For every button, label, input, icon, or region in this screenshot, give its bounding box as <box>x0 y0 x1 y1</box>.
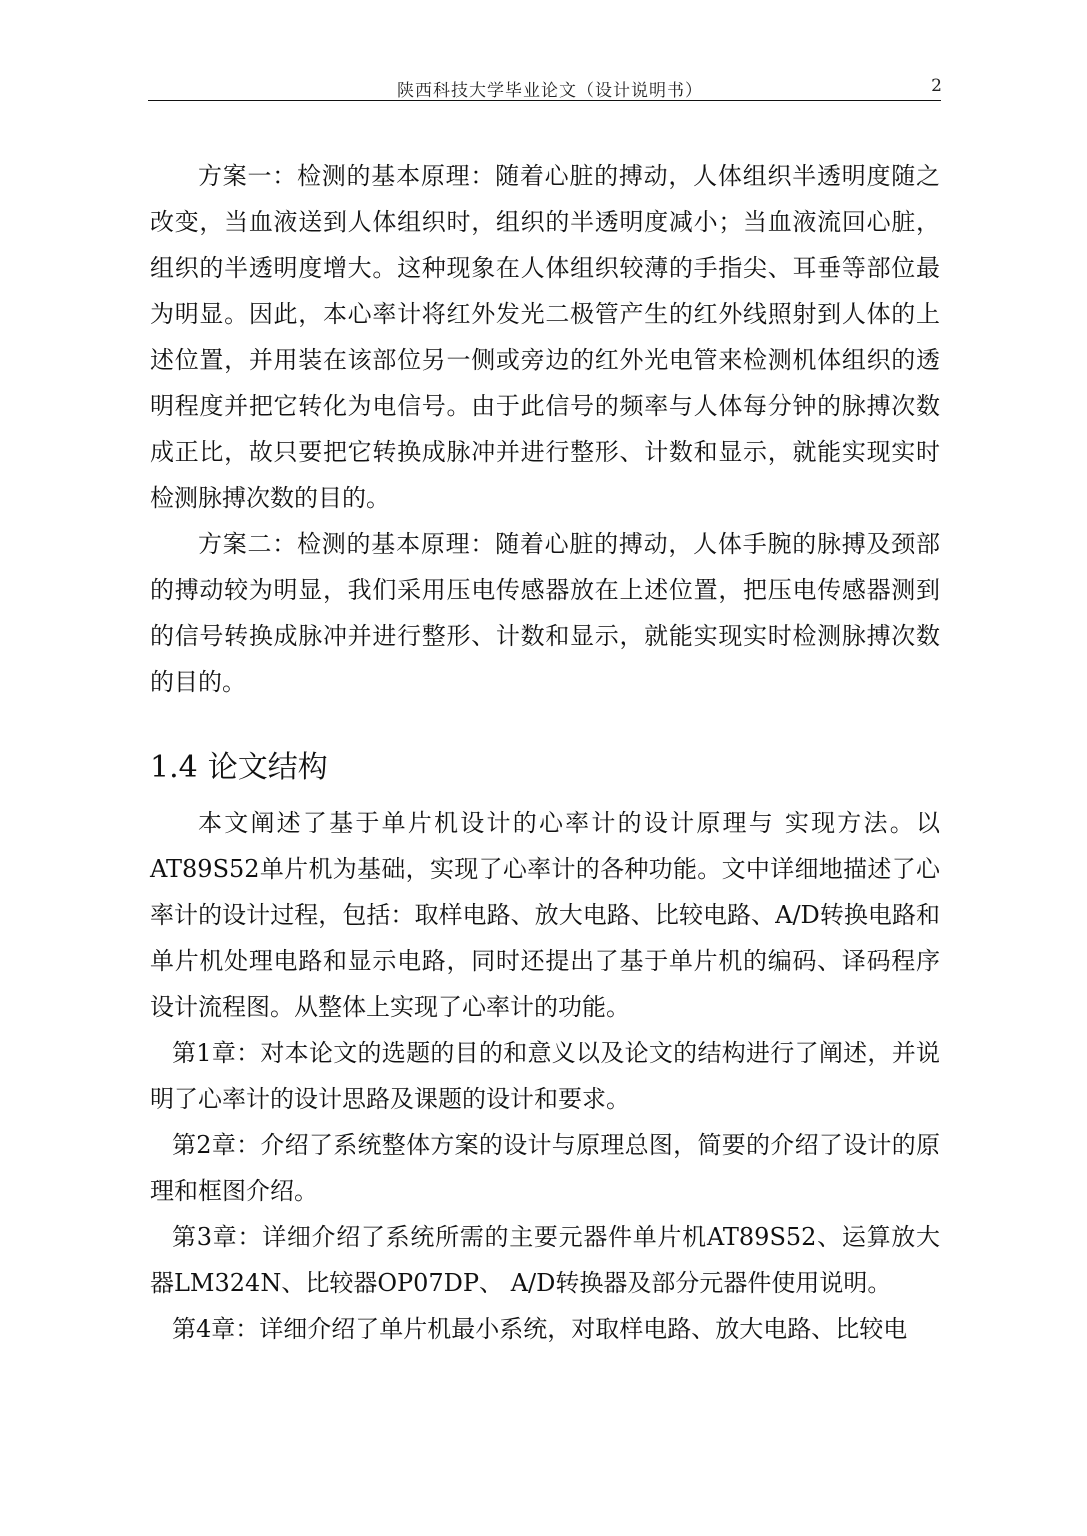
paragraph-scheme-two: 方案二：检测的基本原理：随着心脏的搏动，人体手腕的脉搏及颈部的搏动较为明显，我们采用压电传感器放在上述位置，把压电传感器测到的信号转换成脉冲并进行整形、计数和显示，就能实现实时检测脉搏次数的目的。 <box>150 530 940 696</box>
paragraph-chapter-2: 第2章：介绍了系统整体方案的设计与原理总图，简要的介绍了设计的原理和框图介绍。 <box>150 1131 940 1205</box>
structure-section <box>150 800 940 1352</box>
page-number: 2 <box>931 76 942 96</box>
paragraph-overview: 本文阐述了基于单片机设计的心率计的设计原理与 实现方法。以AT89S52单片机为基础，实现了心率计的各种功能。文中详细地描述了心率计的设计过程，包括：取样电路、放大电路、比较电路、A/D转换电路和单片机处理电路和显示电路，同时还提出了基于单片机的编码、译码程序设计流程图。从整体上实现了心率计的功能。 <box>150 809 940 1021</box>
paragraph-chapter-4: 第4章：详细介绍了单片机最小系统，对取样电路、放大电路、比较电 <box>172 1315 908 1343</box>
header-divider <box>148 100 941 101</box>
section-heading <box>150 742 328 786</box>
header-title: 陕西科技大学毕业论文（设计说明书） <box>397 81 703 101</box>
paragraph-scheme-one: 方案一：检测的基本原理：随着心脏的搏动，人体组织半透明度随之改变，当血液送到人体组织时，组织的半透明度减小；当血液流回心脏，组织的半透明度增大。这种现象在人体组织较薄的手指尖、耳垂等部位最为明显。因此，本心率计将红外发光二极管产生的红外线照射到人体的上述位置，并用装在该部位另一侧或旁边的红外光电管来检测机体组织的透明程度并把它转化为电信号。由于此信号的频率与人体每分钟的脉搏次数成正比，故只要把它转换成脉冲并进行整形、计数和显示，就能实现实时检测脉搏次数的目的。 <box>150 162 940 512</box>
section-title: 论文结构 <box>207 750 328 785</box>
paragraph-chapter-1: 第1章：对本论文的选题的目的和意义以及论文的结构进行了阐述，并说明了心率计的设计思路及课题的设计和要求。 <box>150 1039 940 1113</box>
section-number: 1.4 <box>150 750 198 785</box>
paragraph-chapter-3: 第3章：详细介绍了系统所需的主要元器件单片机AT89S52、运算放大器LM324N、比较器OP07DP、 A/D转换器及部分元器件使用说明。 <box>150 1223 940 1297</box>
scheme-section <box>150 153 940 705</box>
